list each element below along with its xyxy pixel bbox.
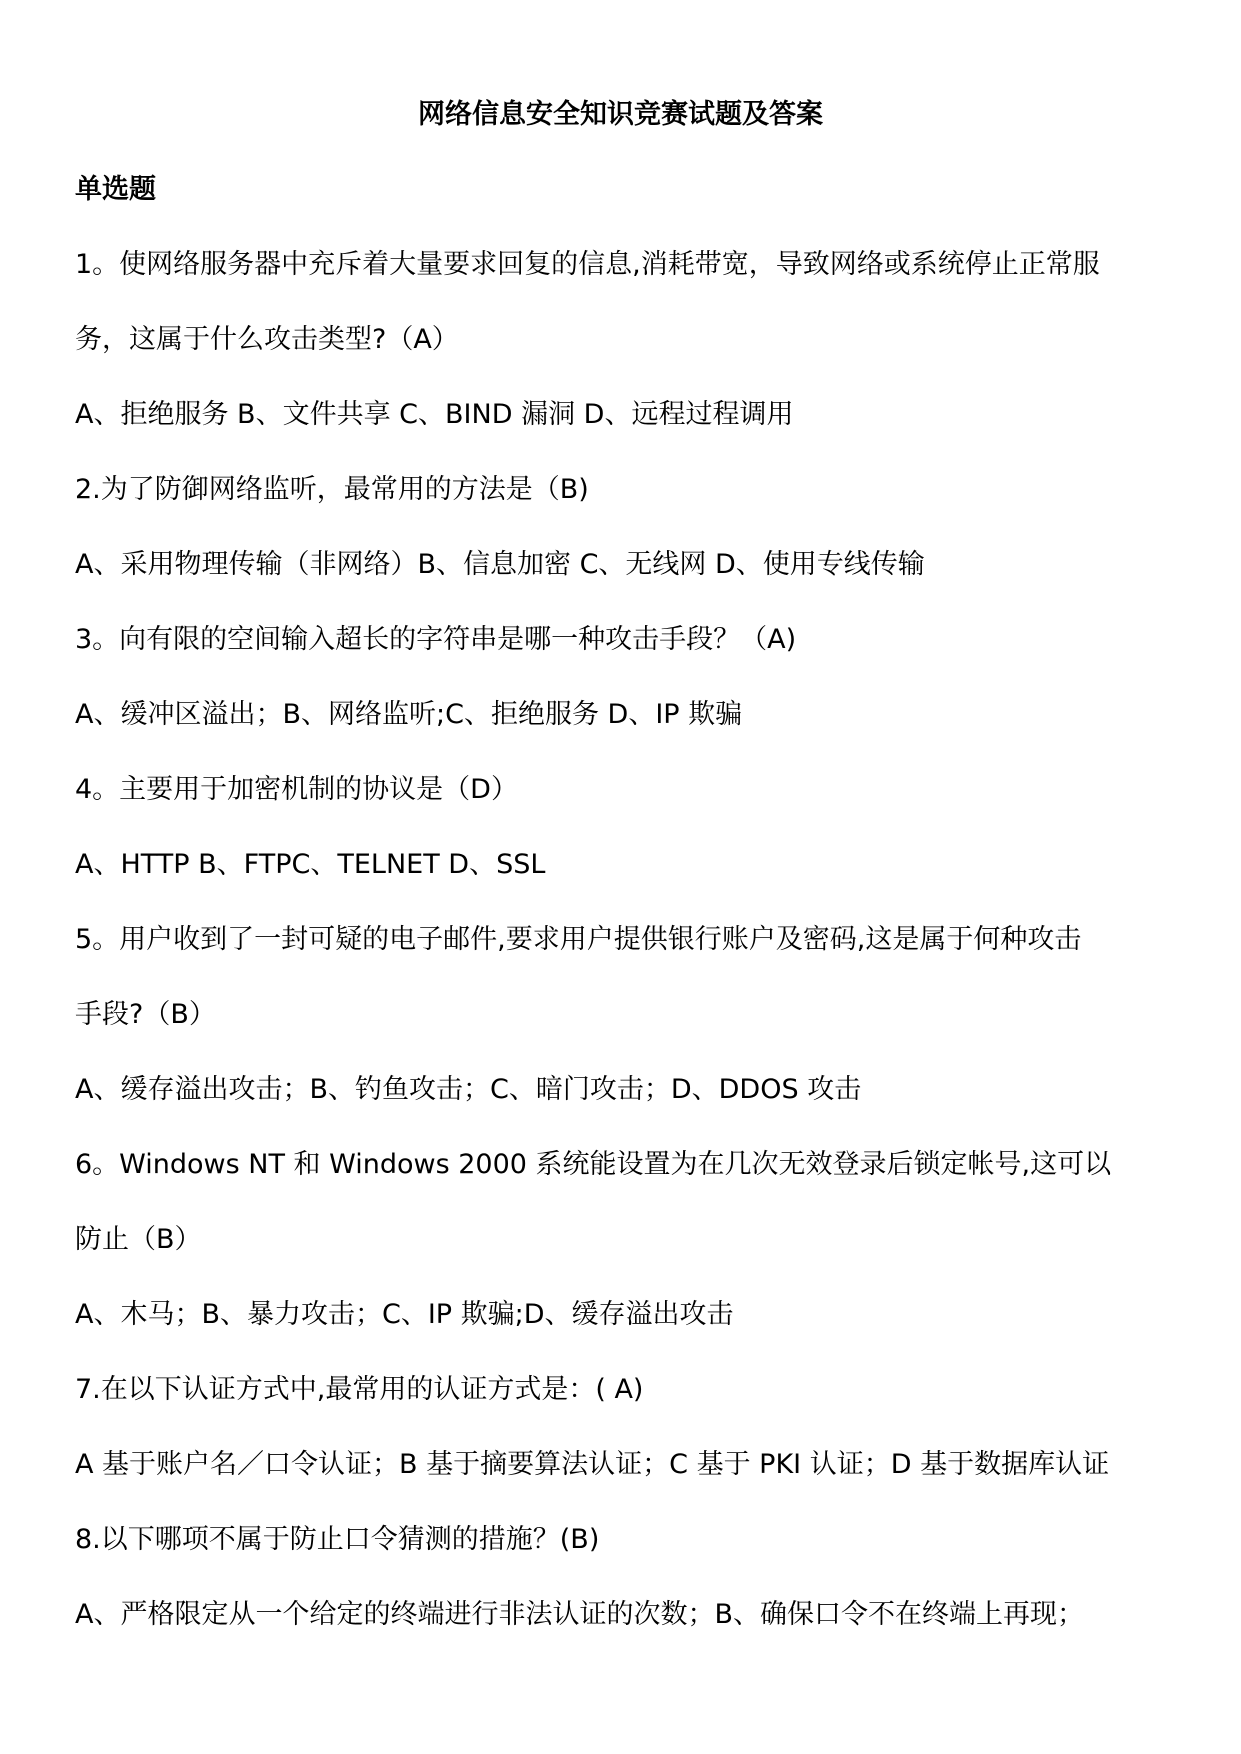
question-3: 3。向有限的空间输入超长的字符串是哪一种攻击手段？（A) xyxy=(75,624,797,655)
question-6-line-1: 6。Windows NT 和 Windows 2000 系统能设置为在几次无效登录后锁定帐号,这可以 xyxy=(75,1149,1112,1180)
question-6-line-2: 防止（B） xyxy=(75,1224,202,1255)
question-5-options: A、缓存溢出攻击；B、钓鱼攻击；C、暗门攻击；D、DDOS 攻击 xyxy=(75,1074,862,1105)
question-3-options: A、缓冲区溢出；B、网络监听;C、拒绝服务 D、IP 欺骗 xyxy=(75,699,743,730)
section-heading: 单选题 xyxy=(75,174,156,205)
question-1-line-2: 务，这属于什么攻击类型?（A） xyxy=(75,324,459,355)
question-8: 8.以下哪项不属于防止口令猜测的措施？(B) xyxy=(75,1524,600,1555)
question-2: 2.为了防御网络监听，最常用的方法是（B) xyxy=(75,474,589,505)
question-8-options: A、严格限定从一个给定的终端进行非法认证的次数；B、确保口令不在终端上再现； xyxy=(75,1599,1084,1630)
question-1-line-1: 1。使网络服务器中充斥着大量要求回复的信息,消耗带宽，导致网络或系统停止正常服 xyxy=(75,249,1100,280)
question-7: 7.在以下认证方式中,最常用的认证方式是：( A) xyxy=(75,1374,644,1405)
question-7-options: A 基于账户名／口令认证；B 基于摘要算法认证；C 基于 PKI 认证；D 基于数据库认证 xyxy=(75,1449,1110,1480)
question-1-options: A、拒绝服务 B、文件共享 C、BIND 漏洞 D、远程过程调用 xyxy=(75,399,794,430)
question-6-options: A、木马；B、暴力攻击；C、IP 欺骗;D、缓存溢出攻击 xyxy=(75,1299,734,1330)
question-4: 4。主要用于加密机制的协议是（D） xyxy=(75,774,518,805)
document-title: 网络信息安全知识竞赛试题及答案 xyxy=(418,99,823,130)
question-2-options: A、采用物理传输（非网络）B、信息加密 C、无线网 D、使用专线传输 xyxy=(75,549,925,580)
question-5-line-1: 5。用户收到了一封可疑的电子邮件,要求用户提供银行账户及密码,这是属于何种攻击 xyxy=(75,924,1082,955)
question-5-line-2: 手段?（B） xyxy=(75,999,216,1030)
question-4-options: A、HTTP B、FTPC、TELNET D、SSL xyxy=(75,849,546,880)
